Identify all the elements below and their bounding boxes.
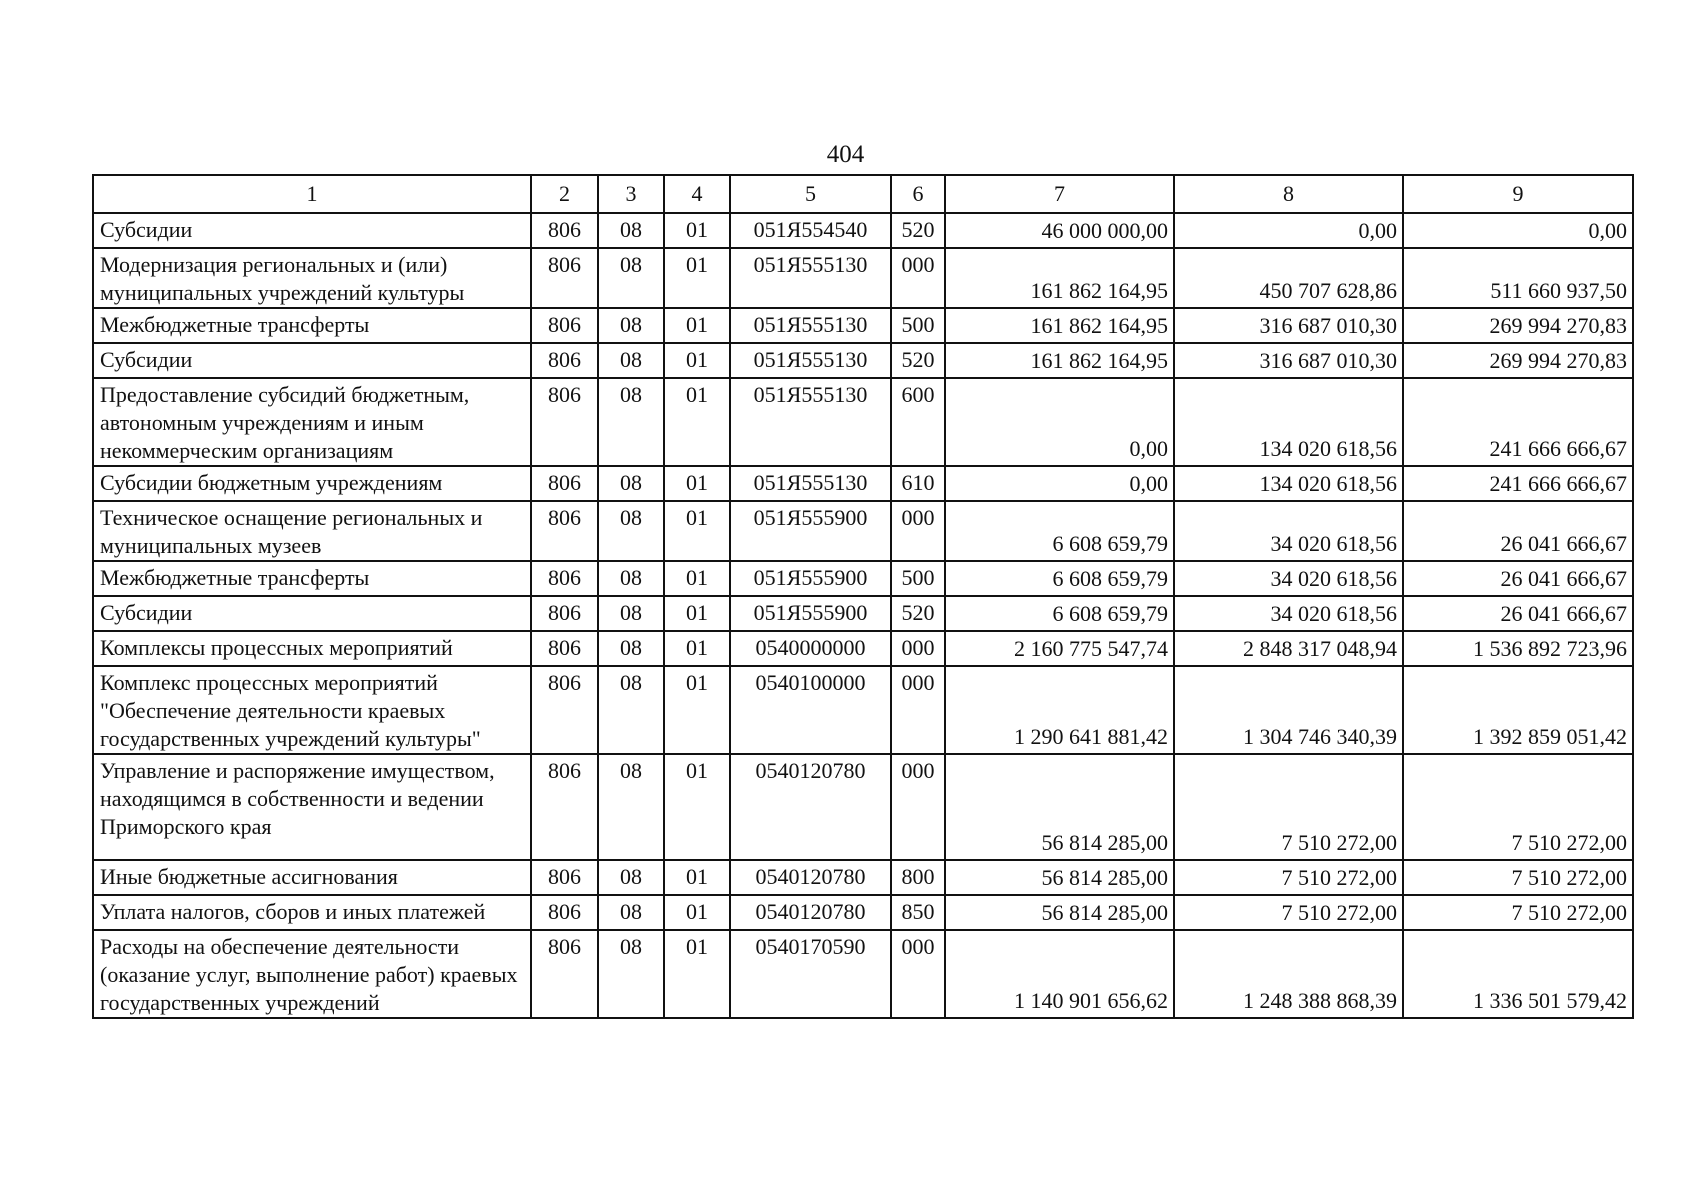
amount-year1-cell: 1 140 901 656,62 <box>945 930 1174 1018</box>
expense-type-cell: 000 <box>891 501 945 561</box>
expense-type-cell: 520 <box>891 343 945 378</box>
subsection-code-cell: 01 <box>664 930 730 1018</box>
item-name-cell: Иные бюджетные ассигнования <box>93 860 531 895</box>
expense-type-cell: 520 <box>891 596 945 631</box>
ministry-code-cell: 806 <box>531 213 598 248</box>
target-article-cell: 0540120780 <box>730 754 891 860</box>
section-code-cell: 08 <box>598 308 664 343</box>
amount-year1-cell: 1 290 641 881,42 <box>945 666 1174 754</box>
amount-year2-cell: 2 848 317 048,94 <box>1174 631 1403 666</box>
target-article-cell: 051Я555130 <box>730 308 891 343</box>
section-code-cell: 08 <box>598 666 664 754</box>
table-row <box>93 248 1633 308</box>
section-code-cell: 08 <box>598 860 664 895</box>
header-cell: 5 <box>730 175 891 213</box>
target-article-cell: 0540170590 <box>730 930 891 1018</box>
item-name-cell: Расходы на обеспечение деятельности (оказание услуг, выполнение работ) краевых государственных учреждений <box>93 930 531 1018</box>
expense-type-cell: 850 <box>891 895 945 930</box>
target-article-cell: 051Я555900 <box>730 596 891 631</box>
table-row <box>93 666 1633 754</box>
subsection-code-cell: 01 <box>664 561 730 596</box>
section-code-cell: 08 <box>598 631 664 666</box>
expense-type-cell: 610 <box>891 466 945 501</box>
target-article-cell: 051Я555130 <box>730 248 891 308</box>
amount-year3-cell: 26 041 666,67 <box>1403 596 1633 631</box>
header-cell: 3 <box>598 175 664 213</box>
amount-year2-cell: 316 687 010,30 <box>1174 343 1403 378</box>
amount-year1-cell: 6 608 659,79 <box>945 501 1174 561</box>
table-row <box>93 930 1633 1018</box>
item-name-cell: Субсидии <box>93 596 531 631</box>
table-row <box>93 754 1633 860</box>
section-code-cell: 08 <box>598 248 664 308</box>
table-body <box>93 175 1633 1018</box>
amount-year3-cell: 269 994 270,83 <box>1403 308 1633 343</box>
item-name-cell: Техническое оснащение региональных и муниципальных музеев <box>93 501 531 561</box>
amount-year1-cell: 6 608 659,79 <box>945 596 1174 631</box>
amount-year3-cell: 511 660 937,50 <box>1403 248 1633 308</box>
item-name-cell: Межбюджетные трансферты <box>93 308 531 343</box>
target-article-cell: 051Я555900 <box>730 501 891 561</box>
amount-year1-cell: 2 160 775 547,74 <box>945 631 1174 666</box>
amount-year3-cell: 7 510 272,00 <box>1403 860 1633 895</box>
target-article-cell: 0540100000 <box>730 666 891 754</box>
amount-year2-cell: 7 510 272,00 <box>1174 860 1403 895</box>
amount-year1-cell: 161 862 164,95 <box>945 248 1174 308</box>
subsection-code-cell: 01 <box>664 631 730 666</box>
amount-year3-cell: 1 336 501 579,42 <box>1403 930 1633 1018</box>
ministry-code-cell: 806 <box>531 666 598 754</box>
subsection-code-cell: 01 <box>664 248 730 308</box>
amount-year2-cell: 1 248 388 868,39 <box>1174 930 1403 1018</box>
item-name-cell: Управление и распоряжение имуществом, находящимся в собственности и ведении Приморского края <box>93 754 531 860</box>
ministry-code-cell: 806 <box>531 860 598 895</box>
amount-year2-cell: 450 707 628,86 <box>1174 248 1403 308</box>
amount-year1-cell: 56 814 285,00 <box>945 895 1174 930</box>
section-code-cell: 08 <box>598 501 664 561</box>
expense-type-cell: 000 <box>891 930 945 1018</box>
header-cell: 7 <box>945 175 1174 213</box>
item-name-cell: Уплата налогов, сборов и иных платежей <box>93 895 531 930</box>
item-name-cell: Модернизация региональных и (или) муниципальных учреждений культуры <box>93 248 531 308</box>
amount-year1-cell: 161 862 164,95 <box>945 308 1174 343</box>
expense-type-cell: 000 <box>891 248 945 308</box>
section-code-cell: 08 <box>598 895 664 930</box>
section-code-cell: 08 <box>598 378 664 466</box>
ministry-code-cell: 806 <box>531 308 598 343</box>
ministry-code-cell: 806 <box>531 343 598 378</box>
target-article-cell: 051Я555130 <box>730 378 891 466</box>
table-row <box>93 561 1633 596</box>
header-cell: 4 <box>664 175 730 213</box>
amount-year1-cell: 46 000 000,00 <box>945 213 1174 248</box>
amount-year3-cell: 1 536 892 723,96 <box>1403 631 1633 666</box>
item-name-cell: Межбюджетные трансферты <box>93 561 531 596</box>
subsection-code-cell: 01 <box>664 308 730 343</box>
ministry-code-cell: 806 <box>531 378 598 466</box>
subsection-code-cell: 01 <box>664 895 730 930</box>
table-header-row <box>93 175 1633 213</box>
subsection-code-cell: 01 <box>664 596 730 631</box>
amount-year3-cell: 26 041 666,67 <box>1403 561 1633 596</box>
section-code-cell: 08 <box>598 343 664 378</box>
ministry-code-cell: 806 <box>531 501 598 561</box>
header-cell: 2 <box>531 175 598 213</box>
budget-table <box>92 174 1634 1019</box>
amount-year2-cell: 7 510 272,00 <box>1174 895 1403 930</box>
amount-year1-cell: 6 608 659,79 <box>945 561 1174 596</box>
amount-year1-cell: 0,00 <box>945 466 1174 501</box>
amount-year2-cell: 34 020 618,56 <box>1174 596 1403 631</box>
ministry-code-cell: 806 <box>531 930 598 1018</box>
amount-year1-cell: 56 814 285,00 <box>945 754 1174 860</box>
item-name-cell: Субсидии <box>93 343 531 378</box>
ministry-code-cell: 806 <box>531 754 598 860</box>
expense-type-cell: 800 <box>891 860 945 895</box>
target-article-cell: 051Я555130 <box>730 466 891 501</box>
amount-year3-cell: 26 041 666,67 <box>1403 501 1633 561</box>
table-row <box>93 860 1633 895</box>
item-name-cell: Субсидии <box>93 213 531 248</box>
table-row <box>93 895 1633 930</box>
header-cell: 1 <box>93 175 531 213</box>
amount-year3-cell: 0,00 <box>1403 213 1633 248</box>
target-article-cell: 051Я555130 <box>730 343 891 378</box>
ministry-code-cell: 806 <box>531 248 598 308</box>
subsection-code-cell: 01 <box>664 466 730 501</box>
amount-year3-cell: 269 994 270,83 <box>1403 343 1633 378</box>
expense-type-cell: 000 <box>891 754 945 860</box>
item-name-cell: Предоставление субсидий бюджетным, автономным учреждениям и иным некоммерческим организациям <box>93 378 531 466</box>
table-row <box>93 596 1633 631</box>
subsection-code-cell: 01 <box>664 754 730 860</box>
table-row <box>93 466 1633 501</box>
amount-year3-cell: 7 510 272,00 <box>1403 895 1633 930</box>
amount-year3-cell: 1 392 859 051,42 <box>1403 666 1633 754</box>
amount-year2-cell: 134 020 618,56 <box>1174 378 1403 466</box>
section-code-cell: 08 <box>598 561 664 596</box>
expense-type-cell: 000 <box>891 631 945 666</box>
item-name-cell: Комплекс процессных мероприятий "Обеспечение деятельности краевых государственных учреждений культуры" <box>93 666 531 754</box>
amount-year3-cell: 241 666 666,67 <box>1403 466 1633 501</box>
target-article-cell: 0540000000 <box>730 631 891 666</box>
amount-year2-cell: 134 020 618,56 <box>1174 466 1403 501</box>
amount-year1-cell: 161 862 164,95 <box>945 343 1174 378</box>
subsection-code-cell: 01 <box>664 378 730 466</box>
ministry-code-cell: 806 <box>531 596 598 631</box>
subsection-code-cell: 01 <box>664 860 730 895</box>
expense-type-cell: 500 <box>891 561 945 596</box>
amount-year2-cell: 34 020 618,56 <box>1174 501 1403 561</box>
header-cell: 9 <box>1403 175 1633 213</box>
amount-year2-cell: 0,00 <box>1174 213 1403 248</box>
target-article-cell: 051Я554540 <box>730 213 891 248</box>
section-code-cell: 08 <box>598 596 664 631</box>
expense-type-cell: 520 <box>891 213 945 248</box>
page-number: 404 <box>826 141 865 168</box>
expense-type-cell: 600 <box>891 378 945 466</box>
amount-year2-cell: 316 687 010,30 <box>1174 308 1403 343</box>
table-row <box>93 501 1633 561</box>
amount-year3-cell: 241 666 666,67 <box>1403 378 1633 466</box>
target-article-cell: 0540120780 <box>730 895 891 930</box>
ministry-code-cell: 806 <box>531 631 598 666</box>
header-cell: 8 <box>1174 175 1403 213</box>
expense-type-cell: 000 <box>891 666 945 754</box>
table-row <box>93 213 1633 248</box>
ministry-code-cell: 806 <box>531 561 598 596</box>
item-name-cell: Комплексы процессных мероприятий <box>93 631 531 666</box>
table-row <box>93 378 1633 466</box>
section-code-cell: 08 <box>598 930 664 1018</box>
header-cell: 6 <box>891 175 945 213</box>
subsection-code-cell: 01 <box>664 501 730 561</box>
amount-year2-cell: 34 020 618,56 <box>1174 561 1403 596</box>
subsection-code-cell: 01 <box>664 213 730 248</box>
expense-type-cell: 500 <box>891 308 945 343</box>
table-row <box>93 343 1633 378</box>
ministry-code-cell: 806 <box>531 466 598 501</box>
amount-year3-cell: 7 510 272,00 <box>1403 754 1633 860</box>
subsection-code-cell: 01 <box>664 343 730 378</box>
section-code-cell: 08 <box>598 754 664 860</box>
section-code-cell: 08 <box>598 213 664 248</box>
table-row <box>93 308 1633 343</box>
ministry-code-cell: 806 <box>531 895 598 930</box>
section-code-cell: 08 <box>598 466 664 501</box>
table-row <box>93 631 1633 666</box>
amount-year2-cell: 7 510 272,00 <box>1174 754 1403 860</box>
target-article-cell: 0540120780 <box>730 860 891 895</box>
amount-year1-cell: 56 814 285,00 <box>945 860 1174 895</box>
item-name-cell: Субсидии бюджетным учреждениям <box>93 466 531 501</box>
subsection-code-cell: 01 <box>664 666 730 754</box>
target-article-cell: 051Я555900 <box>730 561 891 596</box>
amount-year1-cell: 0,00 <box>945 378 1174 466</box>
amount-year2-cell: 1 304 746 340,39 <box>1174 666 1403 754</box>
